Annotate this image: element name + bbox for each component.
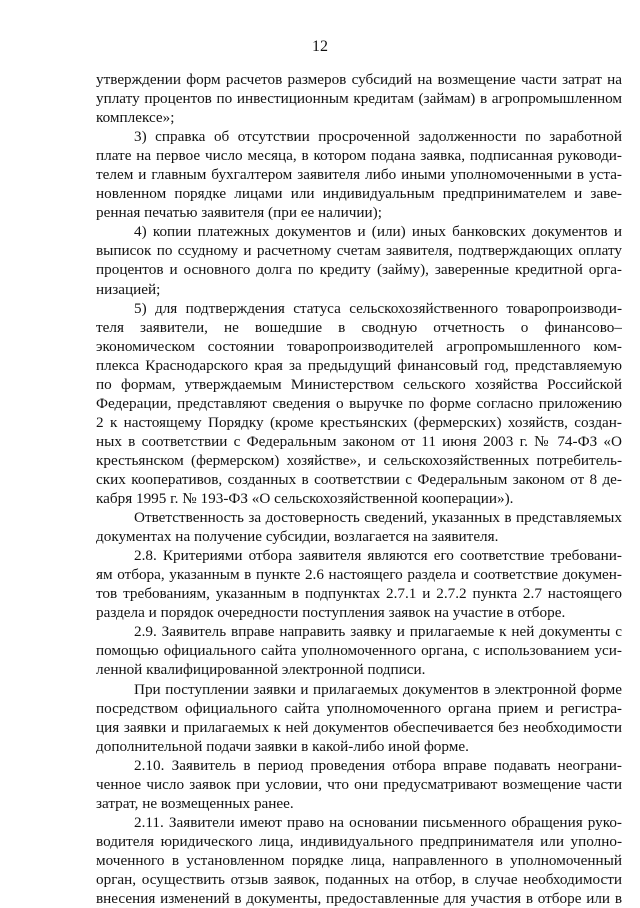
text-line: ренная печатью заявителя (при ее наличии);	[96, 204, 382, 222]
text-line: помощью официального сайта уполномоченного органа, с использованием уси-	[96, 642, 622, 660]
text-line: крестьянском (фермерском) хозяйстве», и сельскохозяйственных потребитель-	[96, 451, 622, 469]
text-line: внесения изменений в документы, предоставленные для участия в отборе или в	[96, 890, 622, 908]
text-line: процентов и основного долга по кредиту (займу), заверенные кредитной орга-	[96, 261, 622, 279]
text-line: 3) справка об отсутствии просроченной задолженности по заработной	[134, 128, 622, 146]
text-line: Ответственность за достоверность сведений, указанных в представляемых	[134, 509, 622, 527]
text-line: комплексе»;	[96, 109, 175, 127]
text-line: 2.10. Заявитель в период проведения отбора вправе подавать неограни-	[134, 756, 622, 774]
text-line: низацией;	[96, 280, 161, 298]
text-line: кабря 1995 г. № 193-ФЗ «О сельскохозяйственной кооперации»).	[96, 490, 514, 508]
text-line: 2 к настоящему Порядку (кроме крестьянских (фермерских) хозяйств, создан-	[96, 413, 622, 431]
text-line: дополнительной подачи заявки в какой-либо иной форме.	[96, 737, 469, 755]
text-line: раздела и порядок очередности поступления заявок на участие в отборе.	[96, 604, 566, 622]
text-line: 5) для подтверждения статуса сельскохозяйственного товаропроизводи-	[134, 299, 622, 317]
text-line: документах на получение субсидии, возлагается на заявителя.	[96, 528, 499, 546]
text-line: ленной квалифицированной электронной подписи.	[96, 661, 426, 679]
text-line: ных в соответствии с Федеральным законом от 11 июня 2003 г. № 74-ФЗ «О	[96, 432, 622, 450]
text-line: 2.9. Заявитель вправе направить заявку и прилагаемые к ней документы с	[134, 623, 622, 641]
text-line: новленном порядке лицами или индивидуальным предпринимателем и заве-	[96, 185, 622, 203]
text-line: ченное число заявок при условии, что они предусматривают возмещение части	[96, 775, 622, 793]
text-line: выписок по ссудному и расчетному счетам заявителя, подтверждающих оплату	[96, 242, 622, 260]
text-line: плекса Краснодарского края за предыдущий финансовый год, представляемую	[96, 356, 622, 374]
text-line: Федерации, представляют сведения о выручке по форме согласно приложению	[96, 394, 622, 412]
text-line: водителя юридического лица, индивидуального предпринимателя или уполно-	[96, 832, 622, 850]
text-line: ских кооперативов, созданных в соответствии с Федеральным законом от 8 де-	[96, 470, 622, 488]
text-line: 4) копии платежных документов и (или) иных банковских документов и	[134, 223, 622, 241]
text-line: по формам, утверждаемым Министерством сельского хозяйства Российской	[96, 375, 622, 393]
text-line: тов требованиям, указанным в подпунктах 2.7.1 и 2.7.2 пункта 2.7 настоящего	[96, 585, 622, 603]
text-line: моченного в установленном порядке лица, направленного в уполномоченный	[96, 851, 622, 869]
text-line: посредством официального сайта уполномоченного органа прием и регистра-	[96, 699, 622, 717]
text-line: ция заявки и прилагаемых к ней документов обеспечивается без необходимости	[96, 718, 622, 736]
text-line: орган, осуществить отзыв заявок, поданных на отбор, в случае необходимости	[96, 870, 622, 888]
text-line: При поступлении заявки и прилагаемых документов в электронной форме	[134, 680, 622, 698]
text-line: ям отбора, указанным в пункте 2.6 настоящего раздела и соответствие докумен-	[96, 566, 622, 584]
page-number: 12	[312, 38, 328, 55]
text-line: телем и главным бухгалтером заявителя либо иными уполномоченными в уста-	[96, 166, 622, 184]
text-line: экономическом состоянии товаропроизводителей агропромышленного ком-	[96, 337, 622, 355]
text-line: 2.11. Заявители имеют право на основании письменного обращения руко-	[134, 813, 622, 831]
text-line: уплату процентов по инвестиционным кредитам (займам) в агропромышленном	[96, 90, 622, 108]
text-line: затрат, не возмещенных ранее.	[96, 794, 294, 812]
text-line: плате на первое число месяца, в котором подана заявка, подписанная руководи-	[96, 147, 622, 165]
text-line: 2.8. Критериями отбора заявителя являются его соответствие требовани-	[134, 547, 622, 565]
text-line: утверждении форм расчетов размеров субсидий на возмещение части затрат на	[96, 71, 622, 88]
text-line: теля заявители, не вошедшие в сводную отчетность о финансово–	[96, 318, 622, 336]
document-body	[96, 70, 622, 908]
